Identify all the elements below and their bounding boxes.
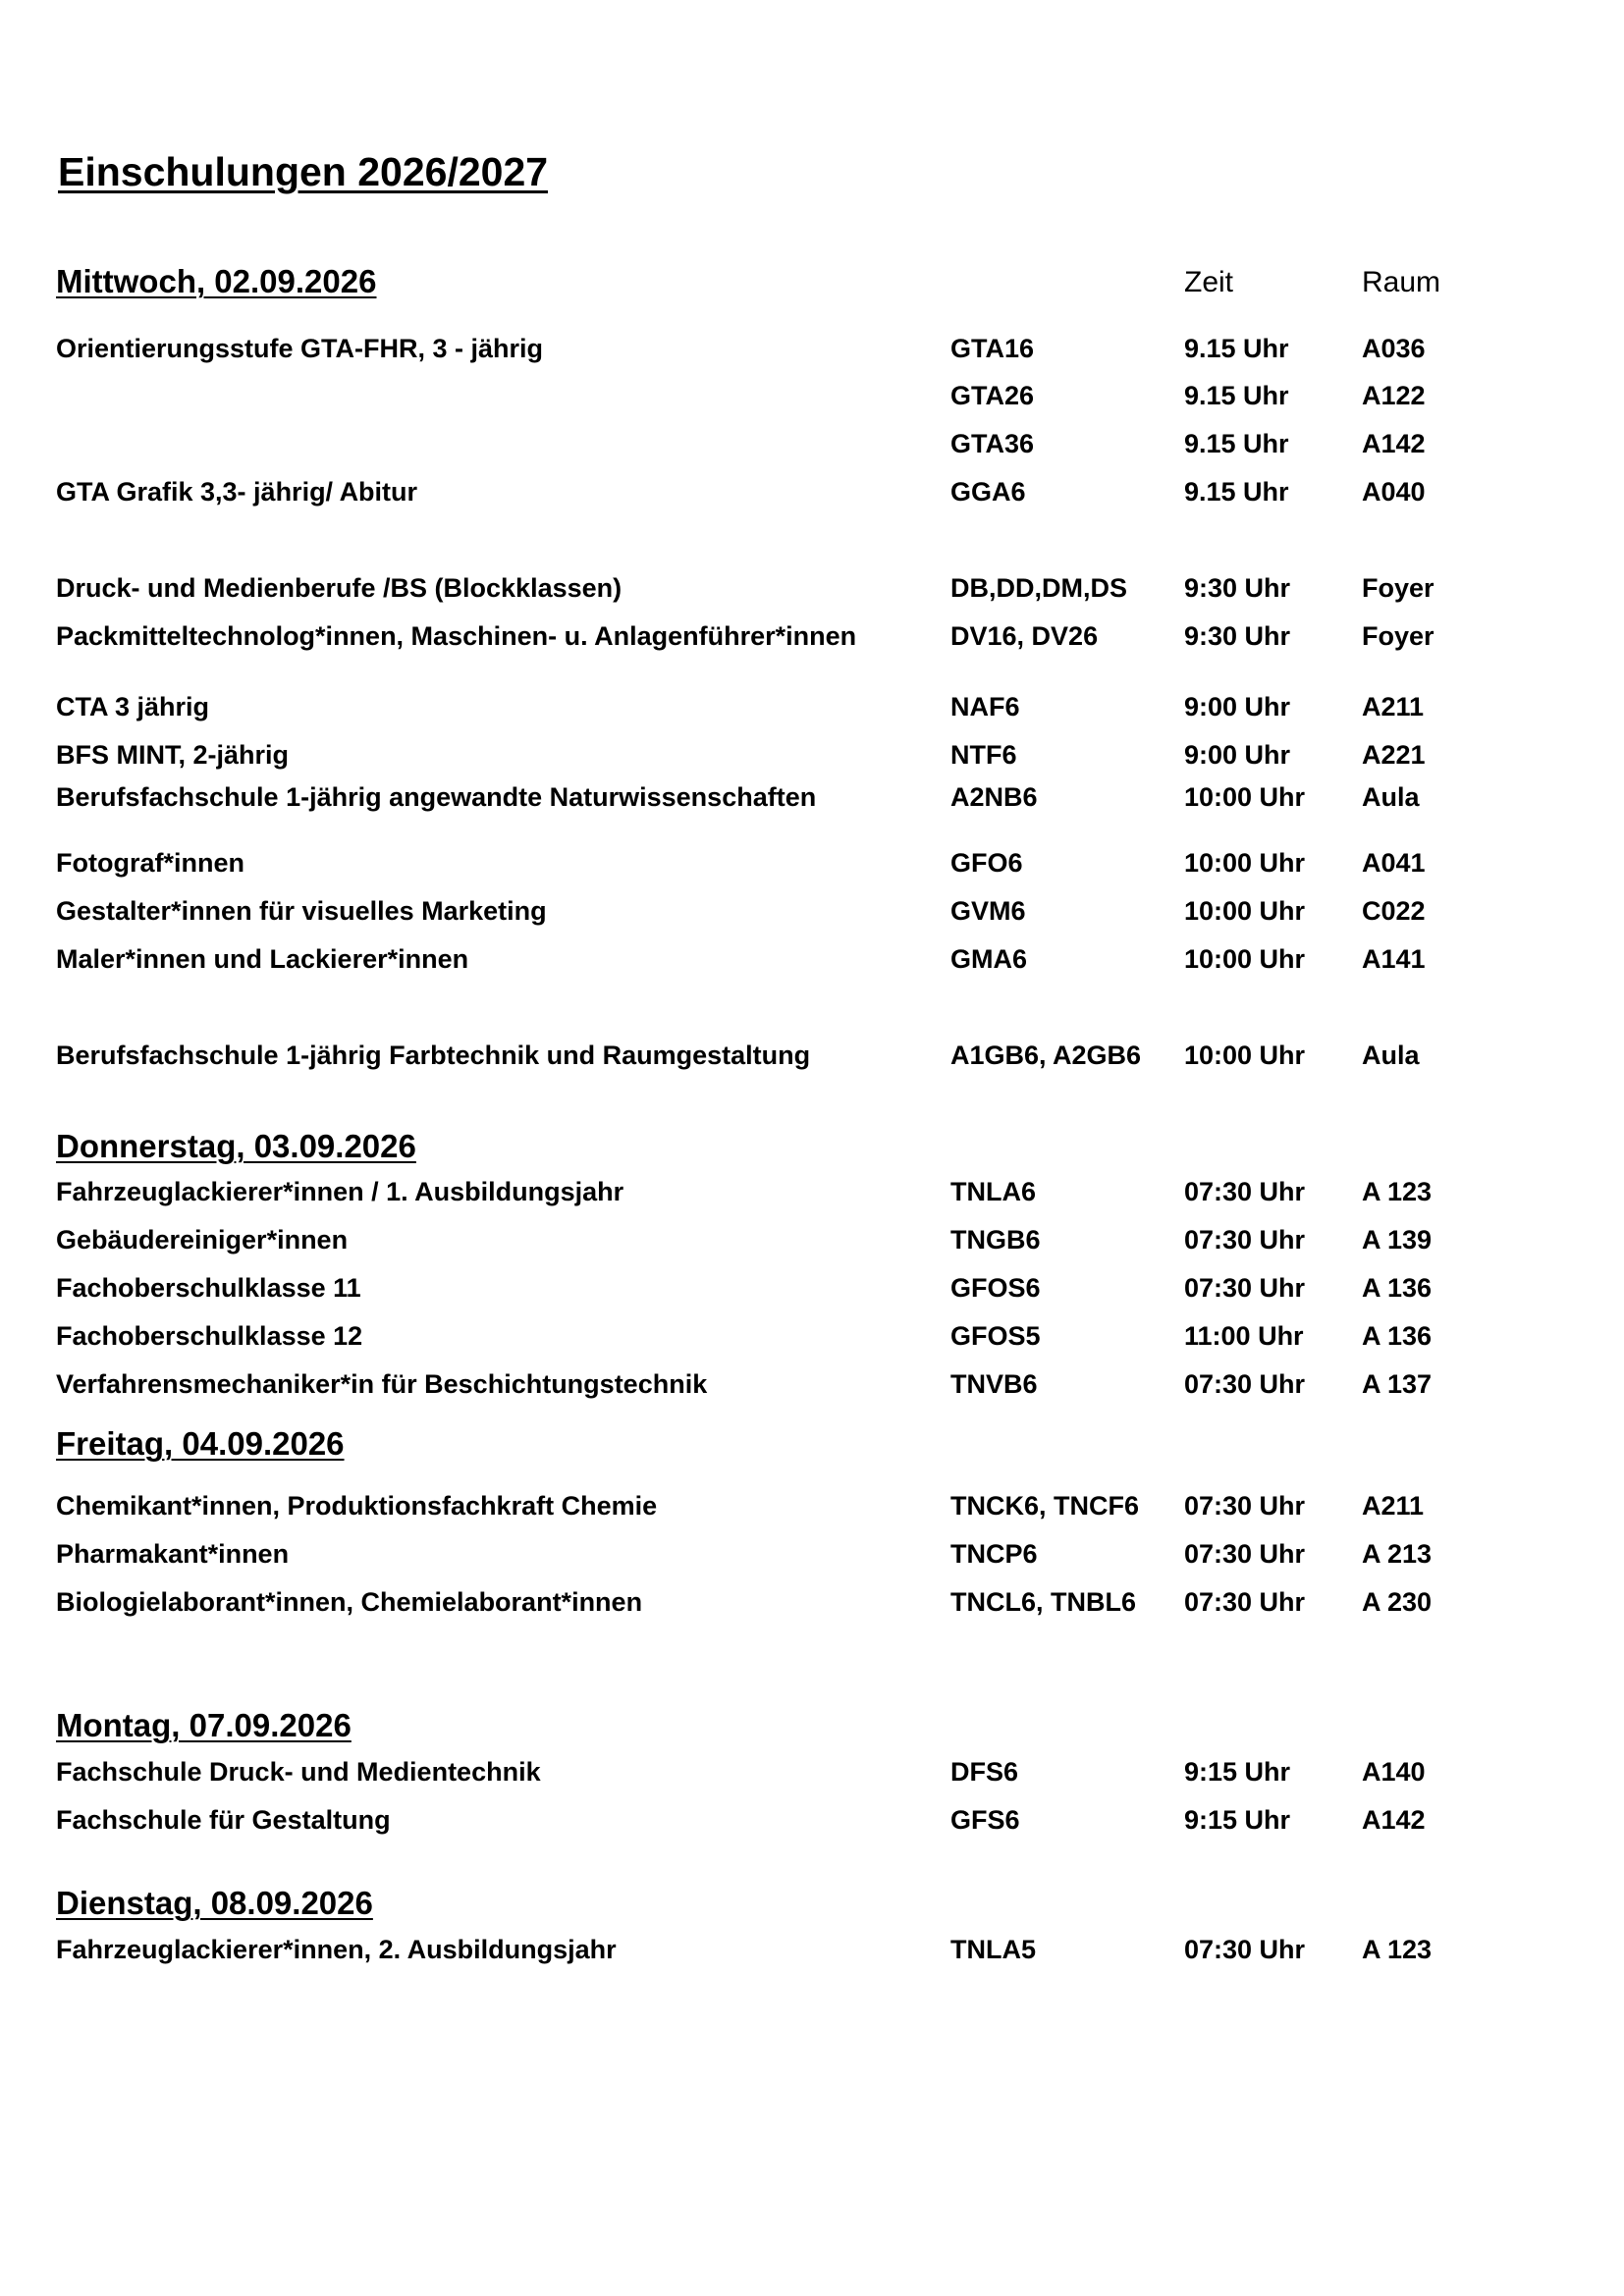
start-time: 9:15 Uhr (1184, 1757, 1291, 1787)
column-header-room: Raum (1362, 266, 1441, 298)
start-time: 9:15 Uhr (1184, 1805, 1291, 1835)
class-code: GTA26 (950, 381, 1035, 410)
course-name: Druck- und Medienberufe /BS (Blockklassen) (56, 573, 623, 603)
start-time: 07:30 Uhr (1184, 1369, 1306, 1399)
room: A211 (1362, 692, 1425, 721)
room: Foyer (1362, 573, 1435, 603)
class-code: TNLA5 (950, 1935, 1036, 1964)
class-code: GFS6 (950, 1805, 1020, 1835)
day-heading: Freitag, 04.09.2026 (56, 1425, 345, 1462)
room: A141 (1362, 944, 1426, 974)
start-time: 07:30 Uhr (1184, 1935, 1306, 1964)
room: A 230 (1362, 1587, 1433, 1617)
room: A221 (1362, 740, 1426, 770)
table-row (0, 1757, 1624, 1787)
room: Foyer (1362, 621, 1435, 651)
start-time: 9:30 Uhr (1184, 621, 1291, 651)
table-row (0, 1177, 1624, 1206)
start-time: 9.15 Uhr (1184, 381, 1289, 410)
room: A 139 (1362, 1225, 1433, 1255)
course-name: Berufsfachschule 1-jährig angewandte Naturwissenschaften (56, 782, 817, 812)
class-code: TNLA6 (950, 1177, 1036, 1206)
table-row (0, 944, 1624, 974)
table-row (0, 692, 1624, 721)
start-time: 10:00 Uhr (1184, 1041, 1306, 1070)
table-row (0, 621, 1624, 651)
table-row (0, 1805, 1624, 1835)
room: C022 (1362, 896, 1426, 926)
course-name: Chemikant*innen, Produktionsfachkraft Chemie (56, 1491, 658, 1521)
class-code: TNCL6, TNBL6 (950, 1587, 1136, 1617)
room: A142 (1362, 1805, 1426, 1835)
class-code: A1GB6, A2GB6 (950, 1041, 1142, 1070)
class-code: GMA6 (950, 944, 1028, 974)
day-heading: Montag, 07.09.2026 (56, 1707, 352, 1743)
class-code: DB,DD,DM,DS (950, 573, 1127, 603)
start-time: 10:00 Uhr (1184, 896, 1306, 926)
class-code: GTA36 (950, 429, 1035, 458)
room: A122 (1362, 381, 1426, 410)
course-name: Fachschule Druck- und Medientechnik (56, 1757, 541, 1787)
class-code: A2NB6 (950, 782, 1038, 812)
course-name: Berufsfachschule 1-jährig Farbtechnik und Raumgestaltung (56, 1041, 811, 1070)
room: A 136 (1362, 1321, 1433, 1351)
room: A041 (1362, 848, 1426, 878)
table-row (0, 381, 1624, 410)
table-row (0, 334, 1624, 363)
class-code: GFOS5 (950, 1321, 1041, 1351)
room: A036 (1362, 334, 1426, 363)
page-title: Einschulungen 2026/2027 (58, 149, 549, 194)
class-code: GFO6 (950, 848, 1023, 878)
column-header-time: Zeit (1184, 266, 1234, 298)
start-time: 9:00 Uhr (1184, 740, 1291, 770)
class-code: DFS6 (950, 1757, 1019, 1787)
class-code: GGA6 (950, 477, 1026, 507)
course-name: Maler*innen und Lackierer*innen (56, 944, 469, 974)
course-name: CTA 3 jährig (56, 692, 210, 721)
room: A 213 (1362, 1539, 1433, 1569)
table-row (0, 1587, 1624, 1617)
room: A140 (1362, 1757, 1426, 1787)
class-code: TNCK6, TNCF6 (950, 1491, 1140, 1521)
class-code: GVM6 (950, 896, 1026, 926)
start-time: 9.15 Uhr (1184, 334, 1289, 363)
start-time: 10:00 Uhr (1184, 848, 1306, 878)
table-row (0, 1491, 1624, 1521)
start-time: 11:00 Uhr (1184, 1321, 1304, 1351)
table-row (0, 1369, 1624, 1399)
course-name: Fachoberschulklasse 11 (56, 1273, 361, 1303)
start-time: 9.15 Uhr (1184, 429, 1289, 458)
table-row (0, 1321, 1624, 1351)
course-name: Fachschule für Gestaltung (56, 1805, 391, 1835)
day-heading: Donnerstag, 03.09.2026 (56, 1128, 416, 1164)
table-row (0, 848, 1624, 878)
start-time: 07:30 Uhr (1184, 1587, 1306, 1617)
table-row (0, 740, 1624, 770)
table-row (0, 896, 1624, 926)
course-name: Biologielaborant*innen, Chemielaborant*innen (56, 1587, 643, 1617)
start-time: 07:30 Uhr (1184, 1177, 1306, 1206)
course-name: Gestalter*innen für visuelles Marketing (56, 896, 547, 926)
room: A211 (1362, 1491, 1425, 1521)
class-code: TNGB6 (950, 1225, 1041, 1255)
class-code: NTF6 (950, 740, 1017, 770)
table-row (0, 1273, 1624, 1303)
start-time: 07:30 Uhr (1184, 1491, 1306, 1521)
table-row (0, 477, 1624, 507)
start-time: 07:30 Uhr (1184, 1539, 1306, 1569)
room: Aula (1362, 1041, 1420, 1070)
table-row (0, 1225, 1624, 1255)
day-heading: Dienstag, 08.09.2026 (56, 1885, 373, 1921)
start-time: 9.15 Uhr (1184, 477, 1289, 507)
course-name: Pharmakant*innen (56, 1539, 290, 1569)
course-name: Gebäudereiniger*innen (56, 1225, 349, 1255)
room: A 123 (1362, 1935, 1433, 1964)
room: A040 (1362, 477, 1426, 507)
class-code: NAF6 (950, 692, 1020, 721)
start-time: 07:30 Uhr (1184, 1273, 1306, 1303)
table-row (0, 1935, 1624, 1964)
class-code: GFOS6 (950, 1273, 1041, 1303)
course-name: Fahrzeuglackierer*innen / 1. Ausbildungsjahr (56, 1177, 624, 1206)
room: A142 (1362, 429, 1426, 458)
room: Aula (1362, 782, 1420, 812)
course-name: Fahrzeuglackierer*innen, 2. Ausbildungsjahr (56, 1935, 617, 1964)
course-name: Packmitteltechnolog*innen, Maschinen- u. Anlagenführer*innen (56, 621, 857, 651)
course-name: Fotograf*innen (56, 848, 244, 878)
table-row (0, 1041, 1624, 1070)
course-name: Fachoberschulklasse 12 (56, 1321, 363, 1351)
start-time: 10:00 Uhr (1184, 944, 1306, 974)
table-row (0, 573, 1624, 603)
start-time: 9:30 Uhr (1184, 573, 1291, 603)
course-name: Verfahrensmechaniker*in für Beschichtungstechnik (56, 1369, 708, 1399)
start-time: 9:00 Uhr (1184, 692, 1291, 721)
room: A 136 (1362, 1273, 1433, 1303)
room: A 137 (1362, 1369, 1433, 1399)
course-name: GTA Grafik 3,3- jährig/ Abitur (56, 477, 418, 507)
table-row (0, 429, 1624, 458)
room: A 123 (1362, 1177, 1433, 1206)
class-code: TNCP6 (950, 1539, 1038, 1569)
class-code: DV16, DV26 (950, 621, 1099, 651)
class-code: GTA16 (950, 334, 1035, 363)
class-code: TNVB6 (950, 1369, 1038, 1399)
start-time: 10:00 Uhr (1184, 782, 1306, 812)
course-name: Orientierungsstufe GTA-FHR, 3 - jährig (56, 334, 544, 363)
start-time: 07:30 Uhr (1184, 1225, 1306, 1255)
course-name: BFS MINT, 2-jährig (56, 740, 290, 770)
day-heading: Mittwoch, 02.09.2026 (56, 263, 377, 299)
table-row (0, 782, 1624, 812)
table-row (0, 1539, 1624, 1569)
